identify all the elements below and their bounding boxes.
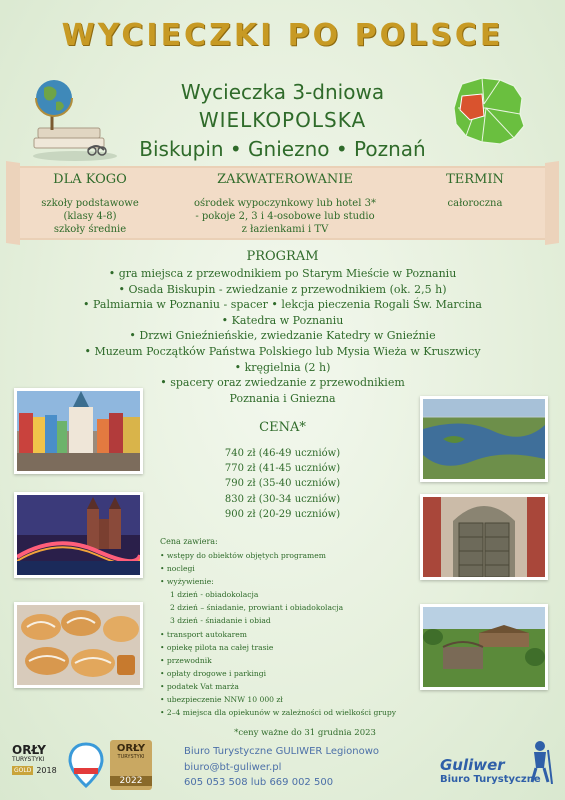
- program-item: • Drzwi Gnieźnieńskie, zwiedzanie Katedry w Gnieźnie: [129, 329, 436, 343]
- includes-subitem: 1 dzień - obiadokolacja: [170, 590, 259, 600]
- price-validity-note: *ceny ważne do 31 grudnia 2023: [234, 728, 376, 738]
- includes-heading: Cena zawiera:: [160, 537, 218, 546]
- photo-biskupin-settlement: [420, 604, 548, 690]
- program-list: [40, 266, 525, 406]
- price-row: 900 zł (20-29 uczniów): [224, 508, 341, 520]
- program-item: • Muzeum Początków Państwa Polskiego lub Mysia Wieża w Kruszwicy: [84, 344, 481, 358]
- who-line: szkoły średnie: [53, 224, 127, 235]
- trip-region: WIELKOPOLSKA: [198, 108, 367, 132]
- includes-list: [160, 549, 410, 719]
- includes-subitem: 2 dzień – śniadanie, prowiant i obiadokolacja: [170, 603, 344, 613]
- poland-map-illustration: [448, 74, 528, 148]
- globe-books-illustration: [30, 72, 120, 162]
- phone-numbers[interactable]: 605 053 508 lub 669 002 500: [184, 777, 334, 788]
- program-item: • spacery oraz zwiedzanie z przewodnikiem: [160, 376, 405, 390]
- agency-name: Biuro Turystyczne GULIWER Legionowo: [184, 746, 380, 757]
- stay-line: z łazienkami i TV: [241, 224, 329, 235]
- program-item: • kręgielnia (2 h): [234, 360, 331, 374]
- price-heading: CENA*: [259, 420, 306, 435]
- price-list: [200, 446, 365, 522]
- price-row: 830 zł (30-34 uczniów): [224, 493, 341, 505]
- includes-item: • opłaty drogowe i parkingi: [160, 667, 410, 680]
- includes-item: • przewodnik: [160, 654, 410, 667]
- program-heading: PROGRAM: [246, 249, 319, 264]
- contact-block: [184, 744, 404, 791]
- includes-item: • 2–4 miejsca dla opiekunów w zależności od wielkości grupy: [160, 706, 410, 719]
- guliwer-tagline: Biuro Turystyczne: [440, 774, 541, 785]
- who-column: [20, 172, 160, 236]
- includes-item: • noclegi: [160, 562, 410, 575]
- program-item: • Palmiarnia w Poznaniu - spacer • lekcja pieczenia Rogali Św. Marcina: [83, 298, 482, 312]
- orly-2018-badge: [12, 744, 60, 788]
- term-column: [415, 172, 535, 210]
- who-line: (klasy 4-8): [63, 211, 117, 222]
- photo-poznan-cathedral-night: [14, 492, 143, 578]
- price-row: 770 zł (41-45 uczniów): [224, 463, 341, 475]
- page-title: WYCIECZKI PO POLSCE: [61, 18, 504, 53]
- badge1-sub: TURYSTYKI: [12, 756, 45, 763]
- trip-cities: Biskupin • Gniezno • Poznań: [139, 137, 426, 161]
- term-line: całoroczna: [447, 198, 503, 209]
- photo-poznan-old-town: [14, 388, 143, 474]
- program-item: • Osada Biskupin - zwiedzanie z przewodnikiem (ok. 2,5 h): [118, 282, 447, 296]
- includes-subitem: 3 dzień - śniadanie i obiad: [170, 616, 271, 626]
- trip-duration: Wycieczka 3-dniowa: [180, 80, 385, 104]
- email-link[interactable]: biuro@bt-guliwer.pl: [184, 761, 282, 773]
- stay-heading: ZAKWATEROWANIE: [217, 172, 353, 187]
- includes-item: • podatek Vat marża: [160, 680, 410, 693]
- stay-column: [180, 172, 390, 236]
- includes-item: • opiekę pilota na całej trasie: [160, 641, 410, 654]
- location-pin-badge: [66, 742, 106, 788]
- stay-line: - pokoje 2, 3 i 4-osobowe lub studio: [195, 211, 375, 222]
- photo-lake-aerial: [420, 396, 548, 482]
- orly-2022-badge: [110, 740, 152, 790]
- badge2-title: ORŁY: [116, 743, 146, 754]
- who-heading: DLA KOGO: [53, 172, 127, 187]
- badge1-year: 2018: [36, 766, 57, 775]
- guliwer-logo: [438, 740, 558, 792]
- price-row: 740 zł (46-49 uczniów): [224, 448, 341, 459]
- who-line: szkoły podstawowe: [41, 198, 139, 209]
- includes-item: • ubezpieczenie NNW 10 000 zł: [160, 693, 410, 706]
- term-heading: TERMIN: [446, 172, 504, 187]
- includes-item: • wstępy do obiektów objętych programem: [160, 549, 410, 562]
- badge2-year: 2022: [110, 776, 152, 786]
- stay-line: ośrodek wypoczynkowy lub hotel 3*: [194, 198, 376, 209]
- badge1-tag: GOLD: [14, 767, 32, 774]
- price-row: 790 zł (35-40 uczniów): [224, 478, 341, 490]
- program-item: • gra miejsca z przewodnikiem po Starym Mieście w Poznaniu: [108, 267, 457, 280]
- program-item: • Katedra w Poznaniu: [221, 313, 344, 327]
- includes-item: • wyżywienie:: [160, 575, 410, 588]
- photo-gniezno-doors: [420, 494, 548, 580]
- badge1-title: ORŁY: [12, 743, 46, 757]
- badge2-sub: TURYSTYKI: [117, 754, 145, 760]
- includes-item: • transport autokarem: [160, 628, 410, 641]
- guliwer-name: Guliwer: [440, 756, 505, 774]
- program-item: Poznania i Gniezna: [229, 391, 336, 405]
- photo-st-martin-croissants: [14, 602, 143, 688]
